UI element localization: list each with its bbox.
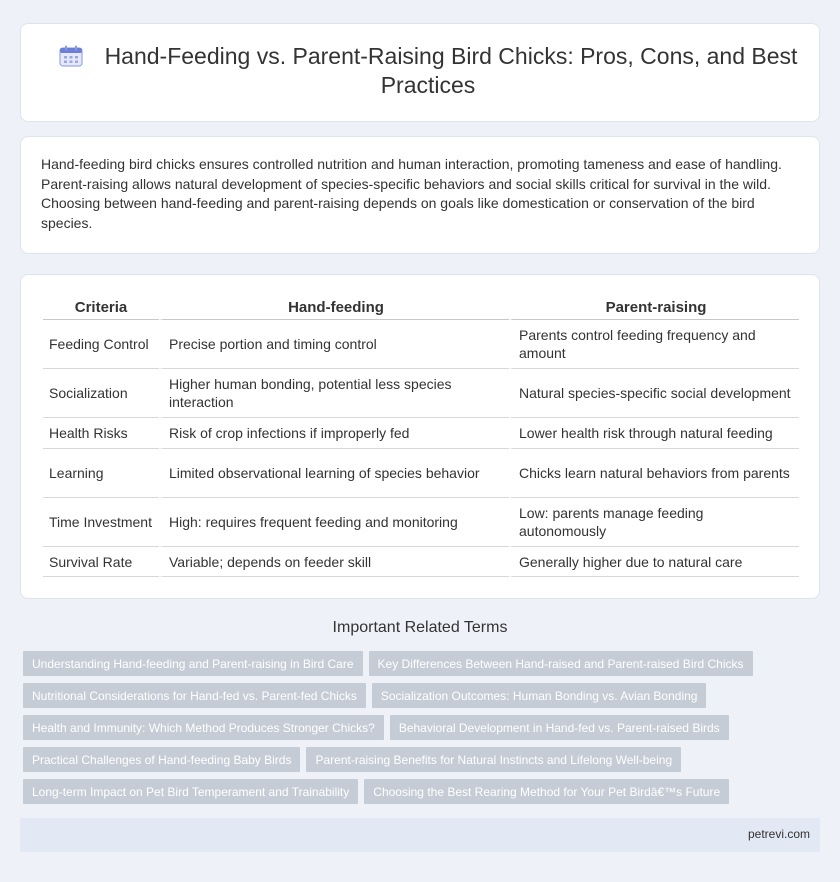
row-hand-feeding: Variable; depends on feeder skill <box>159 547 509 577</box>
tag-row <box>23 715 823 747</box>
related-term-tag[interactable]: Nutritional Considerations for Hand-fed vs. Parent-fed Chicks <box>23 683 366 708</box>
tag-row <box>23 779 823 811</box>
related-term-tag[interactable]: Practical Challenges of Hand-feeding Baby Birds <box>23 747 300 772</box>
row-parent-raising: Lower health risk through natural feeding <box>509 418 799 449</box>
table-row <box>43 547 799 577</box>
related-term-tag[interactable]: Health and Immunity: Which Method Produces Stronger Chicks? <box>23 715 384 740</box>
row-parent-raising: Generally higher due to natural care <box>509 547 799 577</box>
table-row <box>43 320 799 369</box>
footer <box>20 818 820 852</box>
related-term-tag[interactable]: Key Differences Between Hand-raised and Parent-raised Bird Chicks <box>369 651 753 676</box>
tag-row <box>23 651 823 683</box>
table-header-row <box>43 295 799 320</box>
row-hand-feeding: High: requires frequent feeding and monitoring <box>159 498 509 547</box>
row-criteria: Learning <box>43 449 159 498</box>
intro-card <box>20 136 820 254</box>
header-hand-feeding: Hand-feeding <box>159 295 509 320</box>
header-card <box>20 23 820 122</box>
table-row <box>43 449 799 498</box>
header-criteria: Criteria <box>43 295 159 320</box>
tag-row <box>23 747 823 779</box>
footer-site-link[interactable]: petrevi.com <box>747 827 810 841</box>
related-term-tag[interactable]: Parent-raising Benefits for Natural Instincts and Lifelong Well-being <box>306 747 681 772</box>
page-title-wrap <box>51 42 805 100</box>
related-term-tag[interactable]: Behavioral Development in Hand-fed vs. Parent-raised Birds <box>390 715 729 740</box>
related-term-tag[interactable]: Understanding Hand-feeding and Parent-raising in Bird Care <box>23 651 363 676</box>
row-hand-feeding: Higher human bonding, potential less species interaction <box>159 369 509 418</box>
related-term-tag[interactable]: Socialization Outcomes: Human Bonding vs. Avian Bonding <box>372 683 707 708</box>
related-term-tag[interactable]: Long-term Impact on Pet Bird Temperament and Trainability <box>23 779 358 804</box>
comparison-table <box>43 295 799 577</box>
table-row <box>43 369 799 418</box>
calendar-icon <box>59 45 83 67</box>
row-criteria: Survival Rate <box>43 547 159 577</box>
row-hand-feeding: Risk of crop infections if improperly fed <box>159 418 509 449</box>
row-criteria: Time Investment <box>43 498 159 547</box>
row-parent-raising: Natural species-specific social development <box>509 369 799 418</box>
row-criteria: Feeding Control <box>43 320 159 369</box>
table-row <box>43 418 799 449</box>
table-row <box>43 498 799 547</box>
header-parent-raising: Parent-raising <box>509 295 799 320</box>
related-term-tag[interactable]: Choosing the Best Rearing Method for Your Pet Birdâ€™s Future <box>364 779 729 804</box>
tag-row <box>23 683 823 715</box>
row-criteria: Socialization <box>43 369 159 418</box>
related-terms-list <box>23 651 823 811</box>
row-hand-feeding: Limited observational learning of species behavior <box>159 449 509 498</box>
row-parent-raising: Low: parents manage feeding autonomously <box>509 498 799 547</box>
row-criteria: Health Risks <box>43 418 159 449</box>
row-hand-feeding: Precise portion and timing control <box>159 320 509 369</box>
intro-paragraph: Hand-feeding bird chicks ensures controlled nutrition and human interaction, promoting tameness and ease of handling. Parent-raising allows natural development of species-specific behaviors and social skills critical for survival in the wild. Choosing between hand-feeding and parent-raising depends on goals like domestication or conservation of the bird species. <box>41 156 782 231</box>
related-terms-title: Important Related Terms <box>332 619 508 636</box>
row-parent-raising: Chicks learn natural behaviors from parents <box>509 449 799 498</box>
page-title: Hand-Feeding vs. Parent-Raising Bird Chicks: Pros, Cons, and Best Practices <box>104 43 798 98</box>
row-parent-raising: Parents control feeding frequency and amount <box>509 320 799 369</box>
comparison-card <box>20 274 820 599</box>
